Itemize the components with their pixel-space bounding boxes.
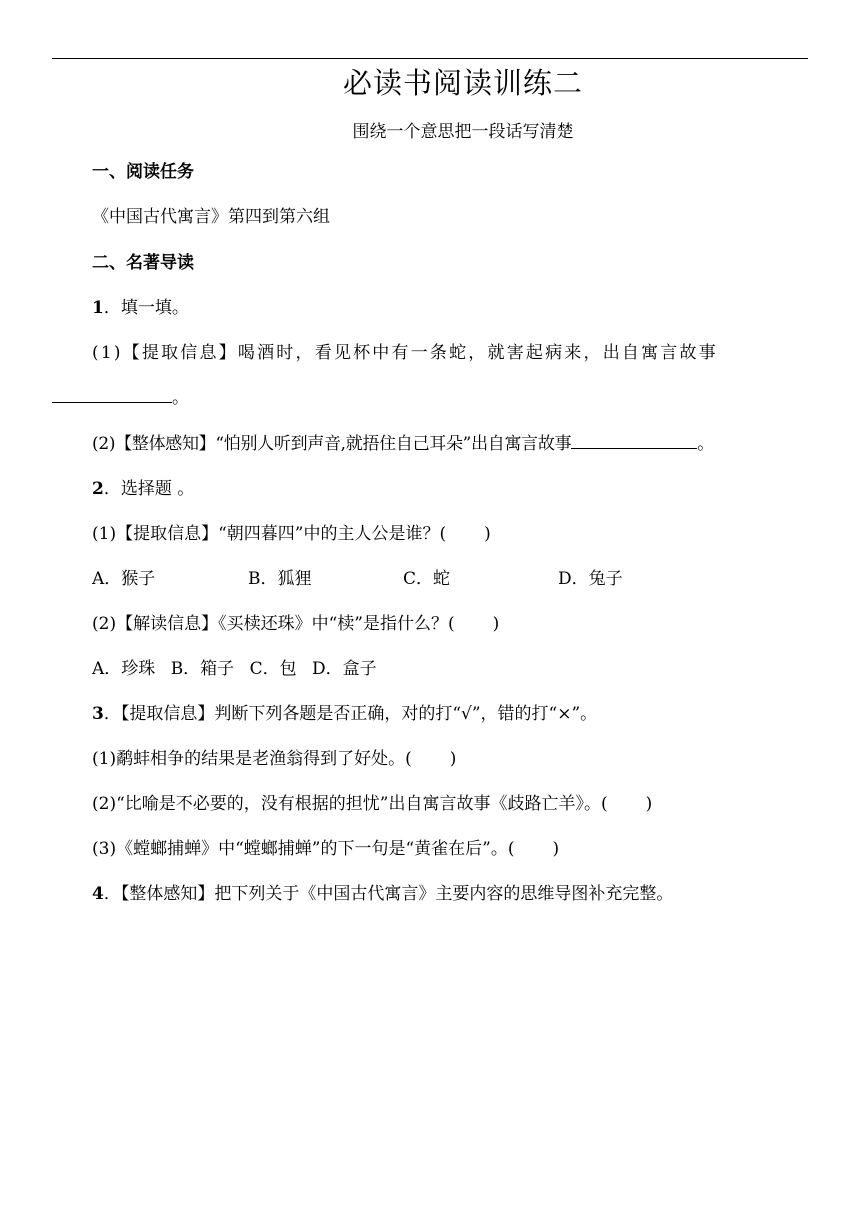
q3-item-2-text: (2)“比喻是不必要的，没有根据的担忧”出自寓言故事《歧路亡羊》。( bbox=[92, 794, 608, 814]
q1-sub2-prefix: (2)【整体感知】 bbox=[92, 434, 216, 454]
q2-stem-text: ．选择题 。 bbox=[103, 479, 195, 499]
q1-sub1-prefix: (1)【提取信息】 bbox=[92, 343, 238, 363]
q3-stem bbox=[92, 702, 597, 726]
q2-sub2-options bbox=[92, 657, 377, 681]
q4-number: 4 bbox=[92, 884, 104, 904]
q3-stem-text: 判断下列各题是否正确，对的打“√”，错的打“×”。 bbox=[214, 704, 598, 724]
q3-item-3-close: ) bbox=[552, 839, 560, 859]
q4-stem bbox=[92, 882, 673, 906]
q1-number: 1 bbox=[92, 298, 104, 318]
q2-sub2-option-b[interactable]: B．箱子 bbox=[170, 659, 235, 679]
q2-sub1 bbox=[92, 522, 491, 546]
q2-number: 2 bbox=[92, 479, 104, 499]
q1-sub1-end: 。 bbox=[172, 388, 189, 408]
q3-item-3 bbox=[92, 837, 559, 861]
q3-item-1-close: ) bbox=[449, 749, 457, 769]
q2-sub1-prefix: (1)【提取信息】 bbox=[92, 524, 219, 544]
q1-sub2-blank[interactable] bbox=[571, 432, 697, 449]
q3-item-1 bbox=[92, 747, 456, 771]
q1-sub2-end: 。 bbox=[697, 434, 714, 454]
q2-sub1-option-b[interactable]: B．狐狸 bbox=[248, 569, 312, 589]
q3-number: 3 bbox=[92, 704, 104, 724]
q3-item-2-close: ) bbox=[645, 794, 653, 814]
q2-sub1-close: ) bbox=[484, 524, 491, 544]
q2-sub2-text: 《买椟还珠》中“椟”是指什么？( bbox=[218, 614, 455, 634]
q4-stem-tag: ．【整体感知】 bbox=[103, 884, 215, 904]
q3-item-3-text: (3)《螳螂捕蝉》中“螳螂捕蝉”的下一句是“黄雀在后”。( bbox=[92, 839, 515, 859]
q2-sub2-prefix: (2)【解读信息】 bbox=[92, 614, 219, 634]
q2-sub2 bbox=[92, 612, 499, 636]
q2-sub2-option-a[interactable]: A．珍珠 bbox=[92, 659, 156, 679]
q1-sub2-text: “怕别人听到声音,就捂住自己耳朵”出自寓言故事 bbox=[215, 434, 572, 454]
header-rule bbox=[52, 58, 808, 59]
q1-stem bbox=[92, 296, 189, 320]
q3-item-2 bbox=[92, 792, 652, 816]
page-title: 必读书阅读训练二 bbox=[342, 66, 583, 100]
section2-heading: 二、名著导读 bbox=[92, 253, 194, 273]
q2-sub2-option-c[interactable]: C．包 bbox=[249, 659, 297, 679]
q2-stem bbox=[92, 477, 194, 501]
section1-text: 《中国古代寓言》第四到第六组 bbox=[92, 207, 330, 227]
q1-stem-text: ．填一填。 bbox=[103, 298, 189, 318]
page-subtitle: 围绕一个意思把一段话写清楚 bbox=[352, 122, 574, 142]
q1-sub2 bbox=[92, 432, 714, 456]
q2-sub1-option-c[interactable]: C．蛇 bbox=[403, 569, 451, 589]
q2-sub1-option-a[interactable]: A．猴子 bbox=[92, 569, 156, 589]
q2-sub2-close: ) bbox=[492, 614, 500, 634]
q4-stem-text: 把下列关于《中国古代寓言》主要内容的思维导图补充完整。 bbox=[214, 884, 674, 904]
q1-sub1 bbox=[92, 341, 718, 365]
q1-sub1-blank[interactable] bbox=[52, 386, 172, 403]
section1-heading: 一、阅读任务 bbox=[92, 162, 194, 182]
q1-sub1-answer-line bbox=[52, 386, 189, 410]
q3-item-1-text: (1)鹬蚌相争的结果是老渔翁得到了好处。( bbox=[92, 749, 412, 769]
q2-sub1-option-d[interactable]: D．兔子 bbox=[558, 569, 623, 589]
q3-stem-tag: ．【提取信息】 bbox=[103, 704, 215, 724]
q2-sub1-text: “朝四暮四”中的主人公是谁？( bbox=[218, 524, 447, 544]
q2-sub2-option-d[interactable]: D．盒子 bbox=[312, 659, 377, 679]
q1-sub1-text: 喝酒时，看见杯中有一条蛇，就害起病来，出自寓言故事 bbox=[237, 343, 718, 363]
